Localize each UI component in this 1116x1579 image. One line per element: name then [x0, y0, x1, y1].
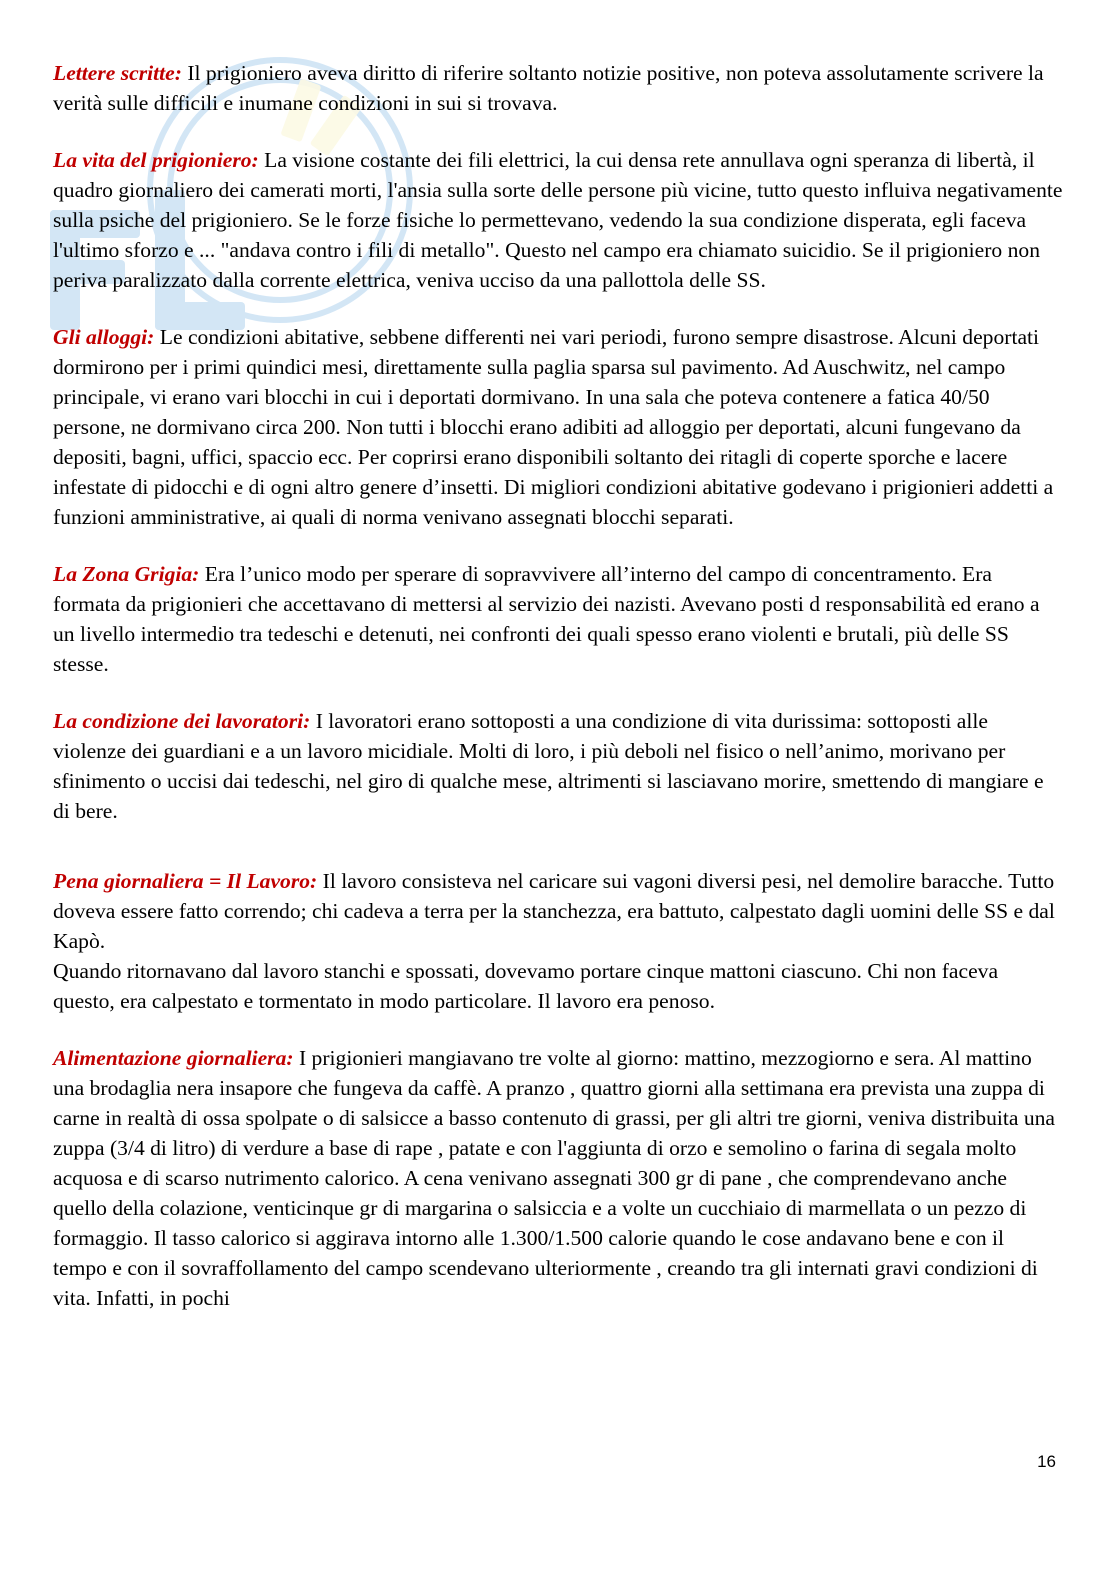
section-text: Il lavoro consisteva nel caricare sui vagoni diversi pesi, nel demolire baracche. Tutto doveva essere fatto correndo; chi cadeva a terra per la stanchezza, era battuto, calpestato dagli uomini delle SS e dal Kapò. [53, 869, 1055, 953]
paragraph-zona-grigia [53, 559, 1063, 679]
section-text: La visione costante dei fili elettrici, la cui densa rete annullava ogni speranza di libertà, il quadro giornaliero dei camerati morti, l'ansia sulla sorte delle persone più vicine, tutto questo influiva negativamente sulla psiche del prigioniero. Se le forze fisiche lo permettevano, vedendo la sua condizione disperata, egli faceva l'ultimo sforzo e ... "andava contro i fili di metallo". Questo nel campo era chiamato suicidio. Se il prigioniero non periva paralizzato dalla corrente elettrica, veniva ucciso da una pallottola delle SS. [53, 148, 1063, 292]
section-text: Il prigioniero aveva diritto di riferire soltanto notizie positive, non poteva assolutamente scrivere la verità sulle difficili e inumane condizioni in sui si trovava. [53, 61, 1044, 115]
section-text-continued: Quando ritornavano dal lavoro stanchi e spossati, dovevamo portare cinque mattoni ciascuno. Chi non faceva questo, era calpestato e tormentato in modo particolare. Il lavoro era penoso. [53, 959, 999, 1013]
paragraph-alimentazione [53, 1043, 1063, 1313]
document-body [53, 58, 1063, 1340]
section-heading: La condizione dei lavoratori: [53, 709, 311, 733]
paragraph-vita-prigioniero [53, 145, 1063, 295]
paragraph-lettere-scritte [53, 58, 1063, 118]
section-text: Le condizioni abitative, sebbene differenti nei vari periodi, furono sempre disastrose. Alcuni deportati dormirono per i primi quindici mesi, direttamente sulla paglia sparsa sul pavimento. Ad Auschwitz, nel campo principale, vi erano vari blocchi in cui i deportati dormivano. In una sala che poteva contenere a fatica 40/50 persone, ne dormivano circa 200. Non tutti i blocchi erano adibiti ad alloggio per deportati, alcuni fungevano da depositi, bagni, uffici, spaccio ecc. Per coprirsi erano disponibili soltanto dei ritagli di coperte sporche e lacere infestate di pidocchi e di ogni altro genere d’insetti. Di migliori condizioni abitative godevano i prigionieri addetti a funzioni amministrative, ai quali di norma venivano assegnati blocchi separati. [53, 325, 1054, 529]
section-heading: La vita del prigioniero: [53, 148, 259, 172]
paragraph-alloggi [53, 322, 1063, 532]
section-text: I prigionieri mangiavano tre volte al giorno: mattino, mezzogiorno e sera. Al mattino una brodaglia nera insapore che fungeva da caffè. A pranzo , quattro giorni alla settimana era prevista una zuppa di carne in realtà di ossa spolpate o di salsicce a basso contenuto di grassi, per gli altri tre giorni, veniva distribuita una zuppa (3/4 di litro) di verdure a base di rape , patate e con l'aggiunta di orzo e semolino o farina di segala molto acquosa e di scarso nutrimento calorico. A cena venivano assegnati 300 gr di pane , che comprendevano anche quello della colazione, venticinque gr di margarina o salsiccia e a volte un cucchiaio di marmellata o un pezzo di formaggio. Il tasso calorico si aggirava intorno alle 1.300/1.500 calorie quando le cose andavano bene e con il tempo e con il sovraffollamento del campo scendevano ulteriormente , creando tra gli internati gravi condizioni di vita. Infatti, in pochi [53, 1046, 1056, 1310]
paragraph-pena-giornaliera [53, 866, 1063, 1016]
section-text: I lavoratori erano sottoposti a una condizione di vita durissima: sottoposti alle violenze dei guardiani e a un lavoro micidiale. Molti di loro, i più deboli nel fisico o nell’animo, morivano per sfinimento o uccisi dai tedeschi, nel giro di qualche mese, altrimenti si lasciavano morire, smettendo di mangiare e di bere. [53, 709, 1044, 823]
section-heading: La Zona Grigia: [53, 562, 200, 586]
paragraph-condizione-lavoratori [53, 706, 1063, 826]
section-heading: Pena giornaliera = Il Lavoro: [53, 869, 318, 893]
section-heading: Gli alloggi: [53, 325, 155, 349]
section-text: Era l’unico modo per sperare di sopravvivere all’interno del campo di concentramento. Era formata da prigionieri che accettavano di mettersi al servizio dei nazisti. Avevano posti d responsabilità ed erano a un livello intermedio tra tedeschi e detenuti, nei confronti dei quali spesso erano violenti e brutali, più delle SS stesse. [53, 562, 1040, 676]
section-heading: Alimentazione giornaliera: [53, 1046, 294, 1070]
section-heading: Lettere scritte: [53, 61, 182, 85]
page-number: 16 [1037, 1452, 1056, 1471]
